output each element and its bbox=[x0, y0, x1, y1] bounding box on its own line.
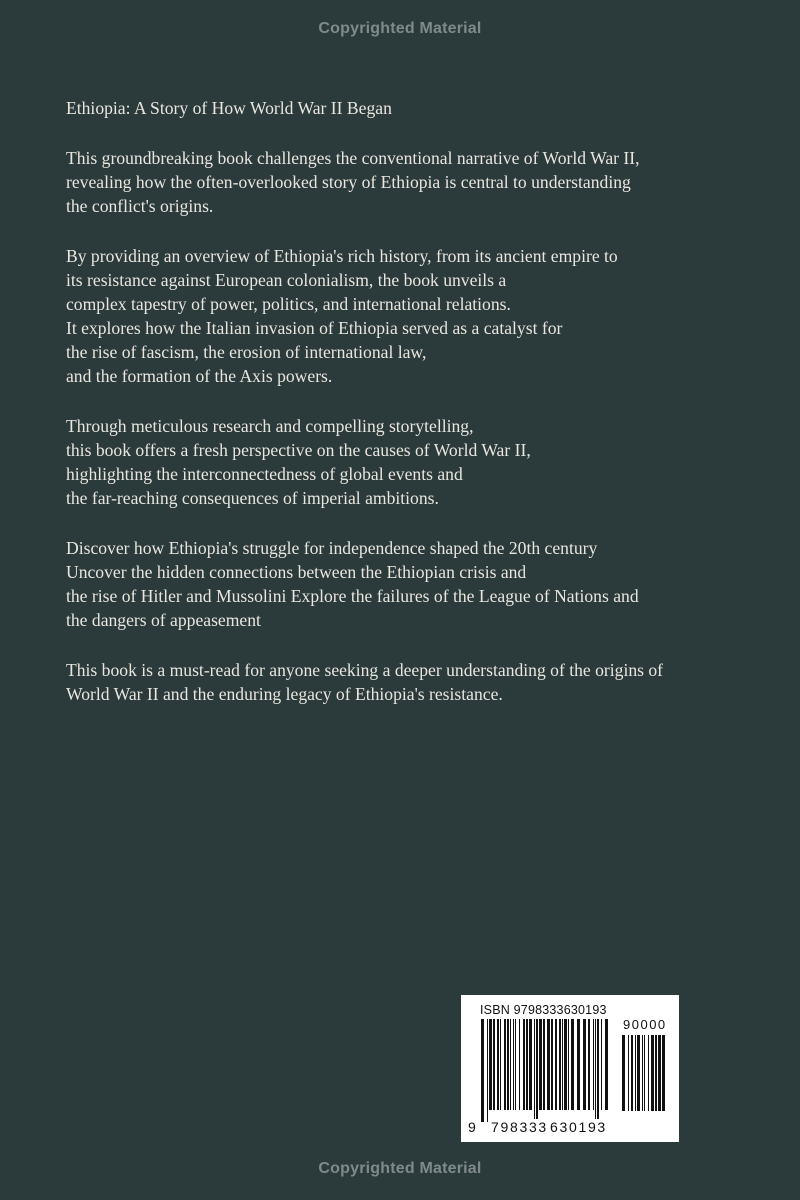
barcode-bar bbox=[605, 1019, 608, 1110]
isbn-label: ISBN 9798333630193 bbox=[480, 1003, 607, 1017]
barcode-bar bbox=[487, 1019, 488, 1122]
barcode-bar bbox=[504, 1019, 506, 1110]
barcode-bar bbox=[559, 1019, 561, 1110]
barcode-bar bbox=[481, 1019, 484, 1122]
barcode-bar bbox=[489, 1019, 492, 1110]
blurb-paragraph-4: Discover how Ethiopia's struggle for independence shaped the 20th century Uncover the hidden connections between the Ethiopian crisis and the rise of Hitler and Mussolini Explore the failures of the League of Nations and the dangers of appeasement bbox=[66, 538, 639, 630]
barcode-bar bbox=[651, 1035, 654, 1111]
barcode-bar bbox=[595, 1019, 596, 1122]
barcode-bar bbox=[564, 1019, 567, 1110]
barcode-digit-lead: 9 bbox=[468, 1119, 478, 1135]
ean-barcode-bars bbox=[481, 1019, 609, 1122]
blurb-paragraph-2: By providing an overview of Ethiopia's rich history, from its ancient empire to its resistance against European colonialism, the book unveils a complex tapestry of power, politics, and international relations. It explores how the Italian invasion of Ethiopia served as a catalyst for the rise of fascism, the erosion of international law, and the formation of the Axis powers. bbox=[66, 246, 618, 386]
copyright-watermark-bottom: Copyrighted Material bbox=[318, 1160, 482, 1177]
barcode-bar bbox=[655, 1035, 657, 1111]
barcode-bar bbox=[631, 1035, 633, 1111]
barcode-bar bbox=[662, 1035, 665, 1111]
back-cover-description bbox=[66, 96, 766, 732]
barcode-bar bbox=[515, 1019, 516, 1110]
barcode-bar bbox=[644, 1035, 645, 1111]
blurb-paragraph-5: This book is a must-read for anyone seeking a deeper understanding of the origins of World War II and the enduring legacy of Ethiopia's resistance. bbox=[66, 660, 664, 704]
barcode-bar bbox=[526, 1019, 528, 1110]
barcode-bar bbox=[588, 1019, 590, 1110]
barcode-bar bbox=[562, 1019, 563, 1110]
barcode-bar bbox=[577, 1019, 580, 1110]
barcode-bar bbox=[543, 1019, 545, 1110]
copyright-watermark-top: Copyrighted Material bbox=[318, 20, 482, 37]
barcode-bar bbox=[658, 1035, 661, 1111]
barcode-bar bbox=[497, 1019, 499, 1110]
barcode-bar bbox=[513, 1019, 514, 1110]
barcode-bar bbox=[568, 1019, 569, 1110]
barcode-bar bbox=[642, 1035, 643, 1111]
isbn-barcode-label bbox=[461, 995, 679, 1142]
barcode-bar bbox=[637, 1035, 640, 1111]
barcode-bar bbox=[593, 1019, 594, 1110]
barcode-bar bbox=[555, 1019, 557, 1110]
addon-barcode-bars bbox=[622, 1035, 668, 1123]
barcode-bar bbox=[583, 1019, 586, 1110]
barcode-bar bbox=[519, 1019, 520, 1110]
barcode-bar bbox=[536, 1019, 538, 1122]
blurb-paragraph-1: This groundbreaking book challenges the conventional narrative of World War II, revealing how the often-overlooked story of Ethiopia is central to understanding the conflict's origins. bbox=[66, 148, 640, 216]
barcode-bar bbox=[500, 1019, 501, 1110]
barcode-bar bbox=[534, 1019, 535, 1122]
barcode-bar bbox=[510, 1019, 511, 1110]
barcode-digits-right: 630193 bbox=[550, 1119, 607, 1135]
barcode-bar bbox=[529, 1019, 532, 1110]
barcode-bar bbox=[507, 1019, 509, 1110]
barcode-bar bbox=[571, 1019, 574, 1110]
barcode-bar bbox=[601, 1019, 602, 1110]
barcode-bar bbox=[597, 1019, 599, 1122]
barcode-bar bbox=[547, 1019, 550, 1110]
barcode-digits-left: 798333 bbox=[491, 1119, 548, 1135]
blurb-paragraph-3: Through meticulous research and compelling storytelling, this book offers a fresh perspective on the causes of World War II, highlighting the interconnectedness of global events and the far-reaching consequences of imperial ambitions. bbox=[66, 416, 531, 508]
barcode-bar bbox=[628, 1035, 629, 1111]
barcode-bar bbox=[635, 1035, 636, 1111]
barcode-bar bbox=[493, 1019, 495, 1110]
barcode-bar bbox=[648, 1035, 649, 1111]
price-code: 90000 bbox=[623, 1017, 667, 1032]
barcode-bar bbox=[523, 1019, 525, 1110]
barcode-bar bbox=[551, 1019, 553, 1110]
book-title: Ethiopia: A Story of How World War II Began bbox=[66, 98, 392, 118]
barcode-bar bbox=[539, 1019, 542, 1110]
barcode-bar bbox=[622, 1035, 625, 1111]
